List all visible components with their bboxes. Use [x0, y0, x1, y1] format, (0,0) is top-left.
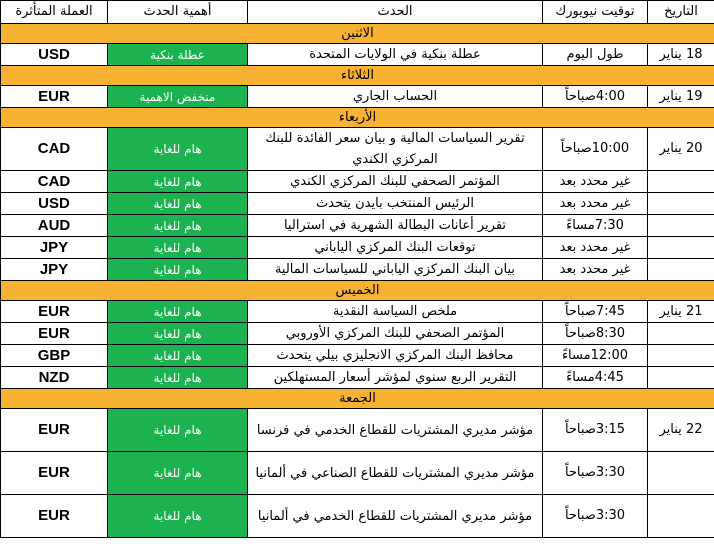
event-time: غير محدد بعد — [543, 193, 648, 215]
event-date-empty — [648, 171, 714, 193]
event-time: 12:00مساءً — [543, 345, 648, 367]
table-row — [1, 452, 714, 495]
event-date-empty — [648, 237, 714, 259]
table-row — [1, 171, 714, 193]
importance-badge: هام للغاية — [108, 367, 248, 389]
table-row — [1, 44, 714, 66]
day-name: الثلاثاء — [1, 66, 714, 86]
event-title: الحساب الجاري — [248, 86, 543, 108]
currency-code: USD — [1, 193, 108, 215]
event-title: الرئيس المنتخب بايدن يتحدث — [248, 193, 543, 215]
day-name: الخميس — [1, 281, 714, 301]
event-title: التقرير الربع سنوي لمؤشر أسعار المستهلكين — [248, 367, 543, 389]
table-row — [1, 367, 714, 389]
event-time: 7:30مساءً — [543, 215, 648, 237]
table-row — [1, 128, 714, 171]
event-date: 20 يناير — [648, 128, 714, 171]
importance-badge: هام للغاية — [108, 323, 248, 345]
currency-code: EUR — [1, 86, 108, 108]
event-title: ملخص السياسة النقدية — [248, 301, 543, 323]
table-row — [1, 86, 714, 108]
event-time: 4:45مساءً — [543, 367, 648, 389]
event-date-empty — [648, 495, 714, 538]
event-time: 10:00صباحاً — [543, 128, 648, 171]
event-title: المؤتمر الصحفي للبنك المركزي الكندي — [248, 171, 543, 193]
currency-code: EUR — [1, 495, 108, 538]
event-date-empty — [648, 367, 714, 389]
event-date-empty — [648, 345, 714, 367]
event-time: غير محدد بعد — [543, 237, 648, 259]
importance-badge: هام للغاية — [108, 409, 248, 452]
event-time: غير محدد بعد — [543, 171, 648, 193]
table-row — [1, 237, 714, 259]
event-time: 3:30صباحاً — [543, 452, 648, 495]
event-time: طول اليوم — [543, 44, 648, 66]
event-date-empty — [648, 452, 714, 495]
currency-code: AUD — [1, 215, 108, 237]
header-row — [1, 1, 714, 24]
day-band-monday — [1, 24, 714, 44]
event-time: 3:30صباحاً — [543, 495, 648, 538]
day-band-tuesday — [1, 66, 714, 86]
importance-badge: هام للغاية — [108, 495, 248, 538]
table-row — [1, 409, 714, 452]
event-date-empty — [648, 323, 714, 345]
importance-badge: هام للغاية — [108, 259, 248, 281]
day-band-wednesday — [1, 108, 714, 128]
event-title: مؤشر مديري المشتريات للقطاع الصناعي في ألمانيا — [248, 452, 543, 495]
importance-badge: هام للغاية — [108, 128, 248, 171]
table-row — [1, 193, 714, 215]
event-time: غير محدد بعد — [543, 259, 648, 281]
header-currency: العملة المتأثرة — [1, 1, 108, 24]
event-time: 3:15صباحاً — [543, 409, 648, 452]
event-title: مؤشر مديري المشتريات للقطاع الخدمي في فرنسا — [248, 409, 543, 452]
importance-badge: عطلة بنكية — [108, 44, 248, 66]
day-name: الاثنين — [1, 24, 714, 44]
day-band-thursday — [1, 281, 714, 301]
event-title: تقرير السياسات المالية و بيان سعر الفائدة للبنك المركزي الكندي — [248, 128, 543, 171]
importance-badge: هام للغاية — [108, 193, 248, 215]
currency-code: USD — [1, 44, 108, 66]
event-date: 22 يناير — [648, 409, 714, 452]
currency-code: GBP — [1, 345, 108, 367]
currency-code: EUR — [1, 301, 108, 323]
currency-code: CAD — [1, 128, 108, 171]
currency-code: EUR — [1, 409, 108, 452]
event-title: المؤتمر الصحفي للبنك المركزي الأوروبي — [248, 323, 543, 345]
currency-code: NZD — [1, 367, 108, 389]
day-band-friday — [1, 389, 714, 409]
event-date: 21 يناير — [648, 301, 714, 323]
day-name: الجمعة — [1, 389, 714, 409]
importance-badge: منخفض الاهمية — [108, 86, 248, 108]
event-title: عطلة بنكية في الولايات المتحدة — [248, 44, 543, 66]
importance-badge: هام للغاية — [108, 237, 248, 259]
currency-code: JPY — [1, 259, 108, 281]
event-title: محافظ البنك المركزي الانجليزي بيلي يتحدث — [248, 345, 543, 367]
table-row — [1, 495, 714, 538]
currency-code: EUR — [1, 323, 108, 345]
event-date-empty — [648, 193, 714, 215]
event-title: توقعات البنك المركزي الياباني — [248, 237, 543, 259]
table-row — [1, 301, 714, 323]
currency-code: EUR — [1, 452, 108, 495]
header-date: التاريخ — [648, 1, 714, 24]
importance-badge: هام للغاية — [108, 345, 248, 367]
importance-badge: هام للغاية — [108, 301, 248, 323]
header-importance: أهمية الحدث — [108, 1, 248, 24]
day-name: الأربعاء — [1, 108, 714, 128]
event-date: 19 يناير — [648, 86, 714, 108]
table-row — [1, 345, 714, 367]
event-time: 7:45صباحاً — [543, 301, 648, 323]
currency-code: JPY — [1, 237, 108, 259]
event-title: بيان البنك المركزي الياباني للسياسات المالية — [248, 259, 543, 281]
header-event: الحدث — [248, 1, 543, 24]
event-date-empty — [648, 259, 714, 281]
event-date-empty — [648, 215, 714, 237]
header-time: توقيت نيويورك — [543, 1, 648, 24]
importance-badge: هام للغاية — [108, 452, 248, 495]
event-title: تقرير أعانات البطالة الشهرية في استراليا — [248, 215, 543, 237]
table-row — [1, 215, 714, 237]
event-date: 18 يناير — [648, 44, 714, 66]
importance-badge: هام للغاية — [108, 215, 248, 237]
importance-badge: هام للغاية — [108, 171, 248, 193]
table-row — [1, 259, 714, 281]
event-time: 8:30صباحاً — [543, 323, 648, 345]
event-time: 4:00صباحاً — [543, 86, 648, 108]
currency-code: CAD — [1, 171, 108, 193]
event-title: مؤشر مديري المشتريات للقطاع الخدمي في ألمانيا — [248, 495, 543, 538]
table-row — [1, 323, 714, 345]
